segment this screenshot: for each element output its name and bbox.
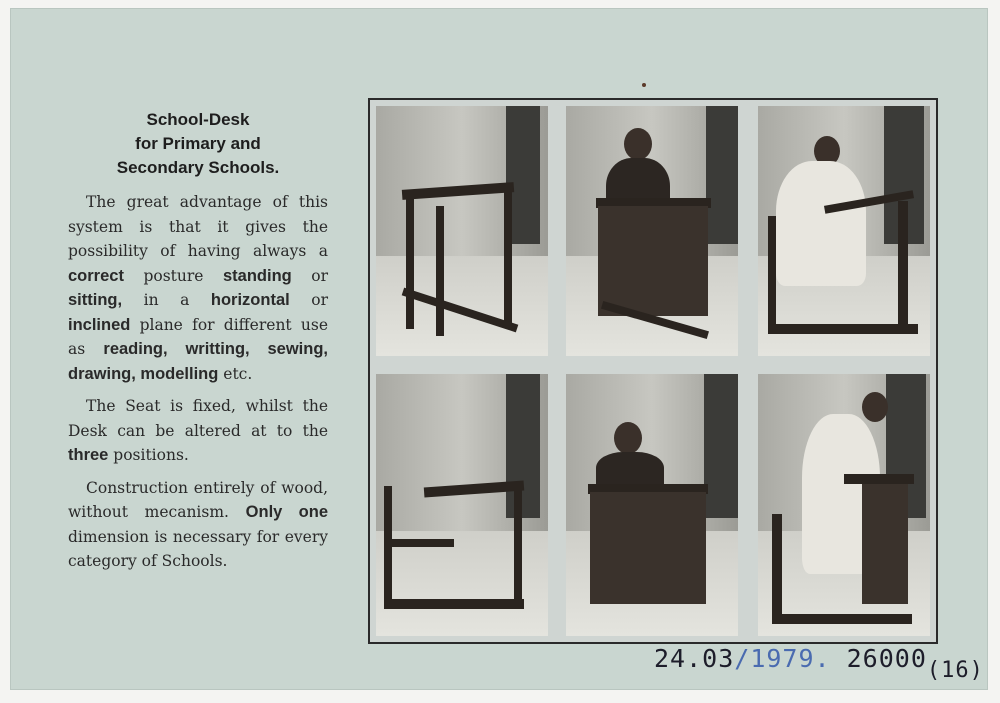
body-text: or: [291, 266, 329, 285]
photo-desk-seated-empty: [376, 374, 548, 636]
body-text: in a: [122, 291, 211, 309]
body-text: etc.: [218, 364, 253, 383]
description-column: [68, 108, 328, 582]
emphasis-text: correct: [68, 266, 124, 285]
paragraph-construction: [68, 476, 328, 574]
emphasis-text: inclined: [68, 315, 131, 334]
paragraph-seat: [68, 394, 328, 468]
body-text: The Seat is fixed, whilst the Desk can be altered at to the: [68, 397, 328, 440]
body-text: plane for different use as: [68, 315, 328, 358]
photo-boy-seated-writing: [758, 374, 930, 636]
photo-girl-standing-at-desk: [566, 106, 738, 356]
title-line: School-Desk: [146, 110, 250, 129]
handwritten-inventory-number: [654, 644, 984, 683]
ink-dot: [642, 83, 646, 87]
body-text: The great advantage of this system is that it gives the possibility of having always a: [68, 193, 328, 260]
emphasis-text: sitting,: [68, 291, 123, 309]
emphasis-text: three: [68, 446, 109, 464]
emphasis-text: standing: [223, 266, 292, 285]
handwritten-crossed-year: /1979.: [734, 644, 831, 673]
body-text: Construction entirely of wood, without mecanism.: [68, 478, 328, 521]
photo-grid: [368, 98, 938, 644]
postcard: [10, 8, 988, 690]
emphasis-text: reading, writting, sewing, drawing, modelling: [68, 340, 328, 383]
handwritten-sub: (16): [926, 658, 984, 683]
emphasis-text: Only one: [245, 503, 328, 521]
body-text: positions.: [108, 446, 189, 464]
paragraph-advantage: [68, 190, 328, 386]
photo-girl-seated-reading: [566, 374, 738, 636]
title-line: for Primary and: [135, 134, 261, 153]
title-line: Secondary Schools.: [116, 158, 280, 177]
body-text: posture: [123, 266, 223, 285]
photo-desk-standing-empty: [376, 106, 548, 356]
body-text: dimension is necessary for every category of Schools.: [68, 527, 328, 570]
photo-boy-standing-drawing: [758, 106, 930, 356]
emphasis-text: horizontal: [210, 291, 290, 309]
handwritten-number: 26000: [830, 644, 927, 673]
handwritten-date: 24.03: [654, 644, 735, 673]
document-title: [68, 108, 328, 180]
body-text: or: [289, 291, 329, 309]
